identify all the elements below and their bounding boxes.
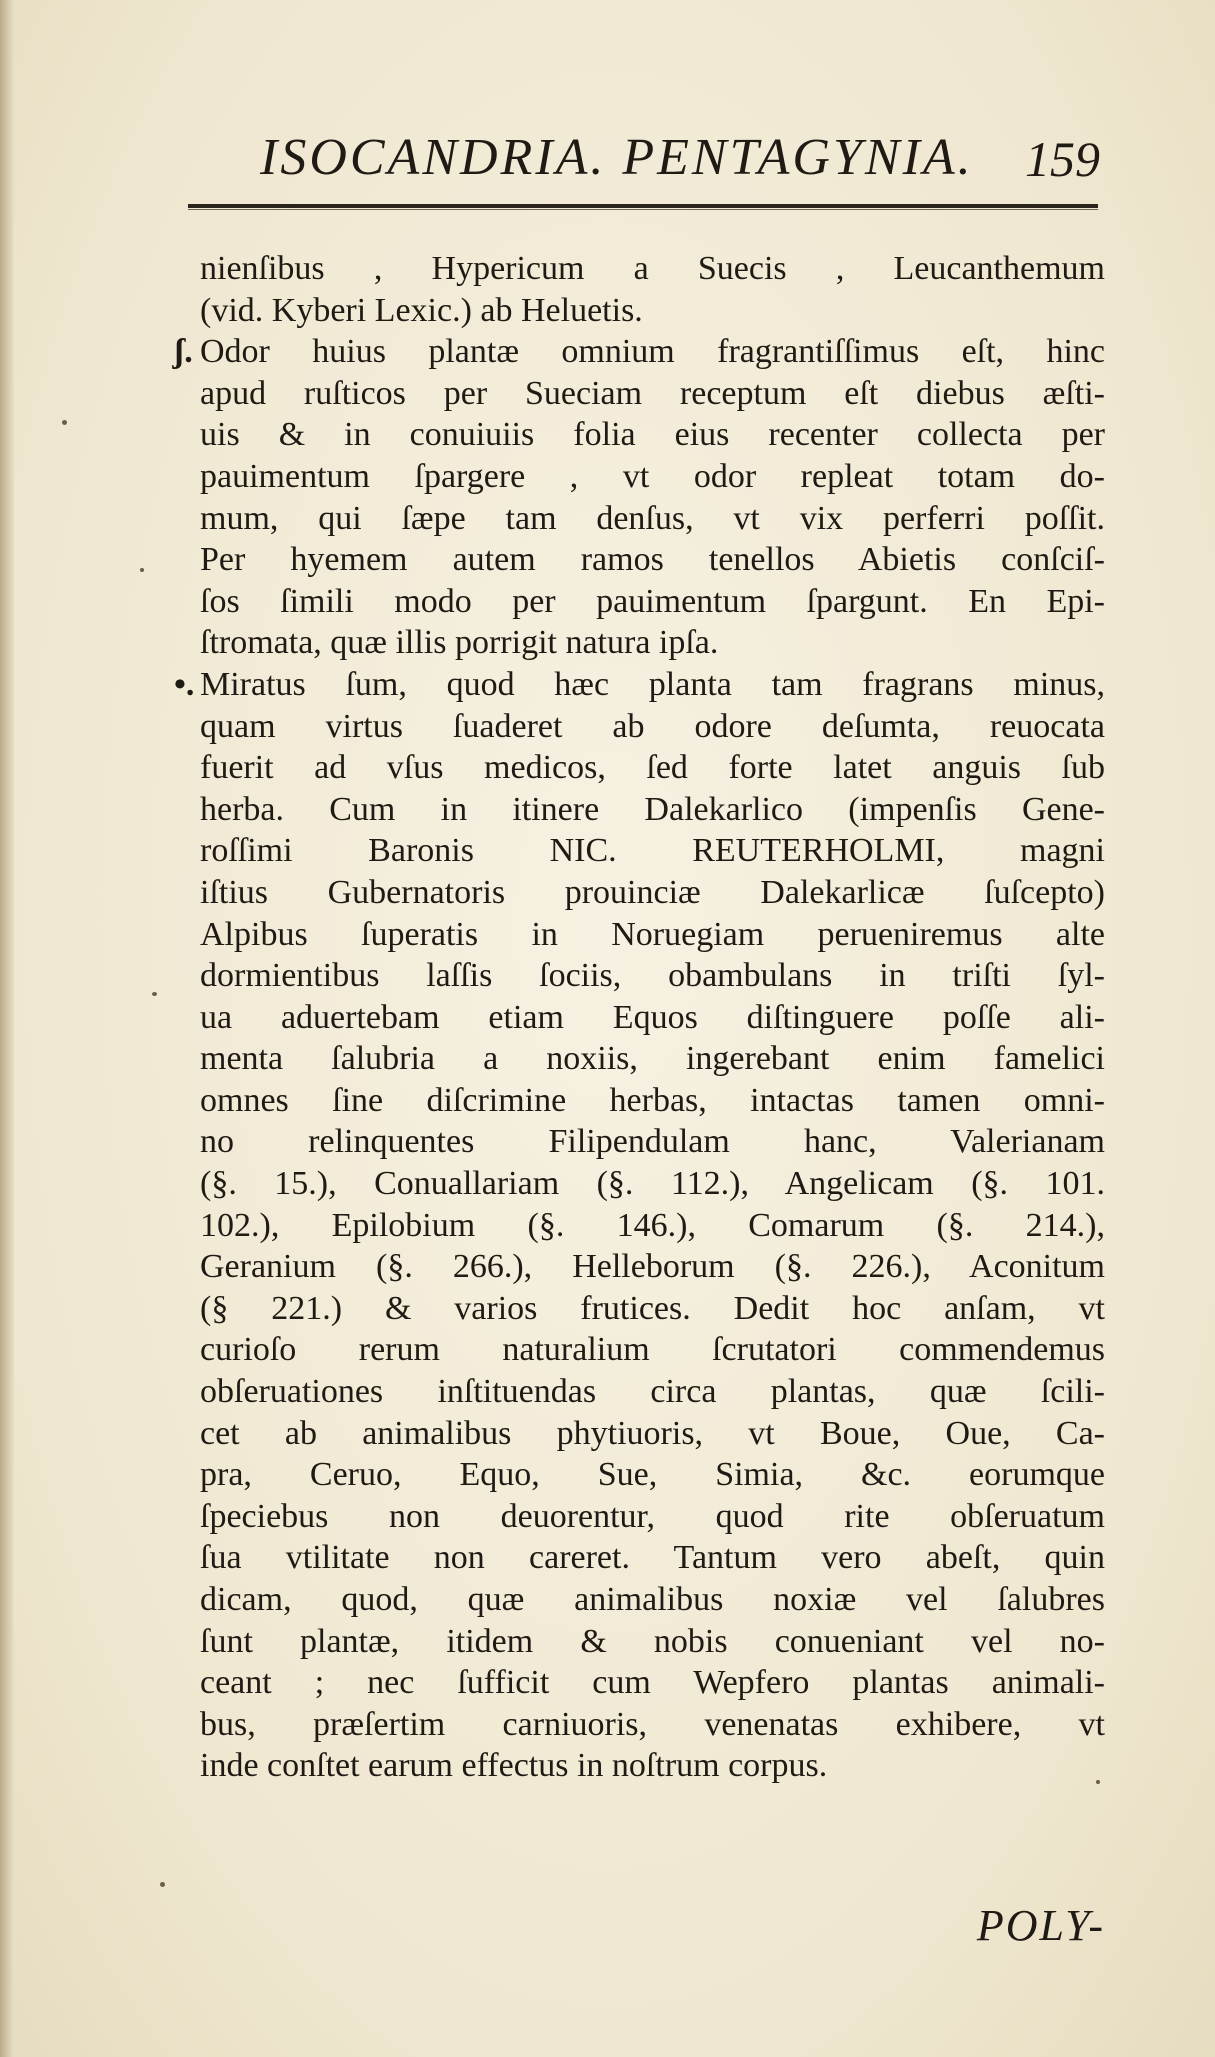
line-text: nienſibus , Hypericum a Suecis , Leucanthemum xyxy=(200,250,1105,287)
text-line xyxy=(200,789,1105,831)
text-line xyxy=(200,290,1105,332)
text-line xyxy=(200,498,1105,540)
text-line xyxy=(200,1496,1105,1538)
line-text: ſtromata, quæ illis porrigit natura ipſa. xyxy=(200,624,719,662)
line-text: uis & in conuiuiis folia eius recenter collecta per xyxy=(200,416,1105,454)
line-text: ſunt plantæ, itidem & nobis conueniant vel no- xyxy=(200,1622,1105,1660)
text-line xyxy=(200,1371,1105,1413)
text-line xyxy=(200,1454,1105,1496)
line-text: dormientibus laſſis ſociis, obambulans in triſti ſyl- xyxy=(200,957,1105,995)
line-text: quam virtus ſuaderet ab odore deſumta, reuocata xyxy=(200,707,1105,745)
text-line xyxy=(200,581,1105,623)
text-line xyxy=(200,747,1105,789)
line-text: herba. Cum in itinere Dalekarlico (impenſis Gene- xyxy=(200,790,1105,828)
body-text xyxy=(174,248,1105,1787)
line-text: iſtius Gubernatoris prouinciæ Dalekarlicæ ſuſcepto) xyxy=(200,873,1105,911)
line-text: Geranium (§. 266.), Helleborum (§. 226.), Aconitum xyxy=(200,1248,1105,1286)
line-text: Miratus ſum, quod hæc planta tam fragrans minus, xyxy=(200,665,1105,703)
line-text: (§ 221.) & varios frutices. Dedit hoc anſam, vt xyxy=(200,1289,1105,1327)
text-line xyxy=(200,1704,1105,1746)
text-line xyxy=(200,1080,1105,1122)
header-rule xyxy=(188,204,1098,208)
line-text: mum, qui ſæpe tam denſus, vt vix perferri poſſit. xyxy=(200,499,1105,537)
line-text: Alpibus ſuperatis in Noruegiam perueniremus alte xyxy=(200,915,1105,953)
binding-edge xyxy=(0,0,14,2057)
text-line xyxy=(200,373,1105,415)
text-line xyxy=(200,1121,1105,1163)
line-text: ceant ; nec ſufficit cum Wepfero plantas animali- xyxy=(200,1664,1105,1702)
page-number: 159 xyxy=(1025,131,1100,187)
line-text: ua aduertebam etiam Equos diſtinguere poſſe ali- xyxy=(200,998,1105,1036)
line-text: pauimentum ſpargere , vt odor repleat totam do- xyxy=(200,457,1105,495)
text-line xyxy=(200,1537,1105,1579)
text-line xyxy=(200,1662,1105,1704)
line-text: curioſo rerum naturalium ſcrutatori commendemus xyxy=(200,1331,1105,1369)
text-line xyxy=(200,997,1105,1039)
text-line xyxy=(200,1745,1105,1787)
line-text: Per hyemem autem ramos tenellos Abietis conſciſ- xyxy=(200,541,1105,579)
text-line xyxy=(200,1205,1105,1247)
line-text: pra, Ceruo, Equo, Sue, Simia, &c. eorumque xyxy=(200,1456,1105,1494)
text-line xyxy=(200,622,1105,664)
text-line xyxy=(200,1329,1105,1371)
print-speck xyxy=(152,992,157,996)
line-text: obſeruationes inſtituendas circa plantas, quæ ſcili- xyxy=(200,1373,1105,1411)
text-line xyxy=(200,830,1105,872)
text-line xyxy=(200,414,1105,456)
line-text: omnes ſine diſcrimine herbas, intactas tamen omni- xyxy=(200,1081,1105,1119)
line-text: ſua vtilitate non careret. Tantum vero abeſt, quin xyxy=(200,1539,1105,1577)
text-line xyxy=(174,664,1105,706)
text-line xyxy=(200,539,1105,581)
paragraph-marker: •. xyxy=(174,665,195,703)
text-line xyxy=(200,1579,1105,1621)
text-line xyxy=(200,456,1105,498)
running-title: ISOCANDRIA. PENTAGYNIA. xyxy=(260,129,974,186)
text-line xyxy=(174,331,1105,373)
line-text: roſſimi Baronis NIC. REUTERHOLMI, magni xyxy=(200,832,1105,870)
line-text: cet ab animalibus phytiuoris, vt Boue, Oue, Ca- xyxy=(200,1414,1105,1452)
line-text: inde conſtet earum effectus in noſtrum corpus. xyxy=(200,1747,828,1785)
print-speck xyxy=(140,568,144,572)
text-line xyxy=(200,914,1105,956)
page-header xyxy=(200,128,1100,198)
text-line xyxy=(200,706,1105,748)
catchword: POLY- xyxy=(976,1901,1105,1950)
line-text: (§. 15.), Conuallariam (§. 112.), Angelicam (§. 101. xyxy=(200,1165,1105,1203)
print-speck xyxy=(160,1882,165,1887)
line-text: menta ſalubria a noxiis, ingerebant enim famelici xyxy=(200,1040,1105,1078)
line-text: fuerit ad vſus medicos, ſed forte latet anguis ſub xyxy=(200,749,1105,787)
line-text: (vid. Kyberi Lexic.) ab Heluetis. xyxy=(200,291,643,329)
text-line xyxy=(200,872,1105,914)
text-line xyxy=(200,955,1105,997)
line-text: dicam, quod, quæ animalibus noxiæ vel ſalubres xyxy=(200,1581,1105,1618)
text-line xyxy=(200,1038,1105,1080)
print-speck xyxy=(62,420,67,425)
line-text: bus, præſertim carniuoris, venenatas exhibere, vt xyxy=(200,1705,1105,1743)
paragraph-marker: ʃ. xyxy=(174,333,193,371)
line-text: apud ruſticos per Sueciam receptum eſt diebus æſti- xyxy=(200,374,1105,412)
text-line xyxy=(200,1163,1105,1205)
line-text: ſpeciebus non deuorentur, quod rite obſeruatum xyxy=(200,1497,1105,1535)
print-speck xyxy=(1096,1780,1100,1784)
line-text: Odor huius plantæ omnium fragrantiſſimus eſt, hinc xyxy=(200,333,1105,371)
line-text: 102.), Epilobium (§. 146.), Comarum (§. 214.), xyxy=(200,1206,1105,1244)
text-line xyxy=(200,1246,1105,1288)
text-line xyxy=(200,1621,1105,1663)
line-text: no relinquentes Filipendulam hanc, Valerianam xyxy=(200,1123,1105,1161)
text-line xyxy=(200,248,1105,290)
text-line xyxy=(200,1413,1105,1455)
text-line xyxy=(200,1288,1105,1330)
line-text: ſos ſimili modo per pauimentum ſpargunt. En Epi- xyxy=(200,582,1105,620)
